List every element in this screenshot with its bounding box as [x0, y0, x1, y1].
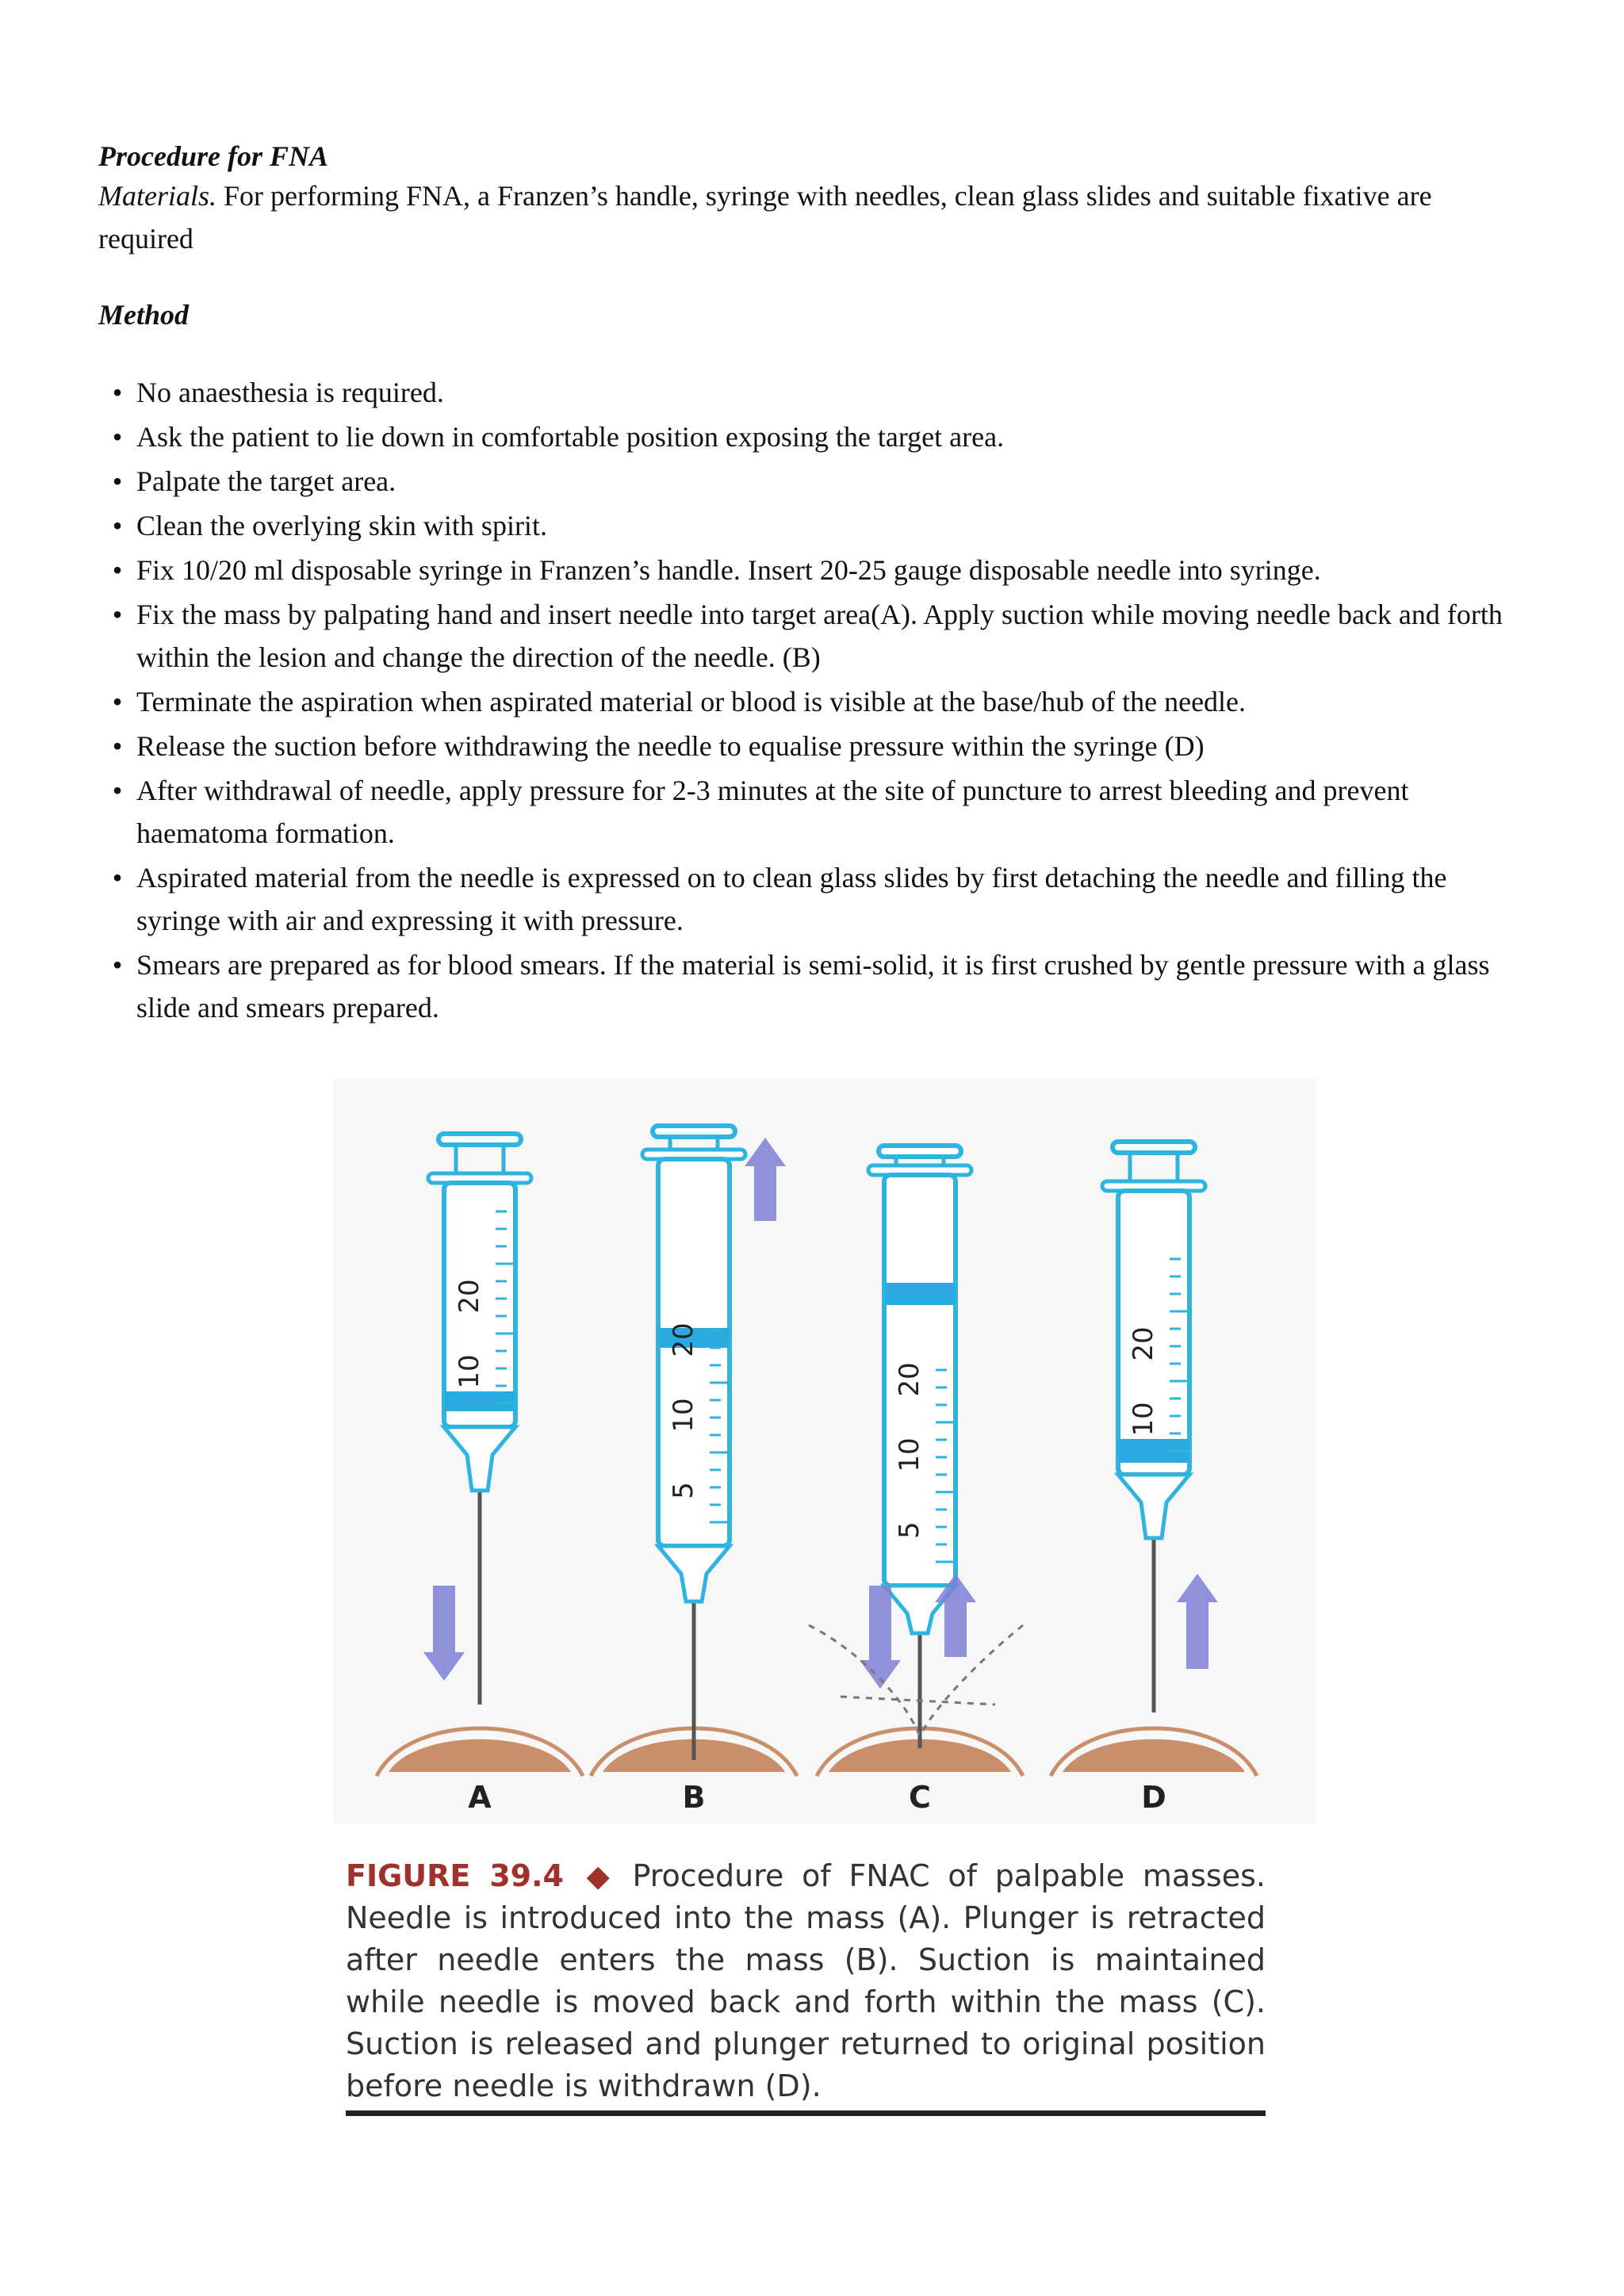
- bullet-text: After withdrawal of needle, apply pressure for 2-3 minutes at the site of puncture to arrest bleeding and prevent haematoma formation.: [136, 775, 1409, 849]
- bullet-marker: •: [112, 599, 123, 630]
- scale-label-C: 10: [894, 1437, 925, 1472]
- scale-label-B: 20: [668, 1322, 699, 1357]
- arrow-up-B: [745, 1138, 786, 1221]
- list-item: [98, 371, 1526, 414]
- list-item: [98, 943, 1526, 1029]
- needle-sweep-right-C: [920, 1625, 1023, 1736]
- bullet-marker: •: [112, 421, 123, 453]
- materials-label: Materials.: [98, 180, 216, 212]
- bullet-text: Ask the patient to lie down in comfortable position exposing the target area.: [136, 421, 1005, 453]
- materials-text: For performing FNA, a Franzen’s handle, syringe with needles, clean glass slides and suitable fixative are required: [98, 180, 1432, 254]
- bullet-text: Aspirated material from the needle is expressed on to clean glass slides by first detaching the needle and filling the syringe with air and expressing it with pressure.: [136, 862, 1447, 936]
- scale-label-C: 20: [894, 1362, 925, 1397]
- bullet-marker: •: [112, 775, 123, 806]
- list-item: [98, 415, 1526, 458]
- bullet-marker: •: [112, 465, 123, 497]
- fna-procedure-figure: [333, 1078, 1316, 1823]
- bullet-marker: •: [112, 862, 123, 894]
- syringe-tip-D: [1118, 1475, 1189, 1538]
- method-bullet-list: [98, 371, 1526, 1031]
- caption-divider: [346, 2110, 1266, 2116]
- figure-caption: [346, 1855, 1266, 2107]
- arrow-down-A: [423, 1586, 465, 1681]
- plunger-cap-A: [439, 1134, 521, 1145]
- bullet-text: Palpate the target area.: [136, 465, 396, 497]
- bullet-marker: •: [112, 554, 123, 586]
- syringe-tip-A: [444, 1427, 515, 1490]
- list-item: [98, 549, 1526, 591]
- scale-label-D: 20: [1128, 1326, 1159, 1361]
- list-item: [98, 680, 1526, 723]
- diamond-icon: ◆: [578, 1858, 619, 1893]
- method-heading: Method: [98, 299, 190, 331]
- bullet-marker: •: [112, 510, 123, 541]
- panel-label-C: C: [909, 1780, 931, 1815]
- bullet-text: Fix the mass by palpating hand and insert needle into target area(A). Apply suction while moving needle back and forth within the lesion and change the direction of the needle. (B): [136, 599, 1503, 673]
- scale-label-B: 5: [668, 1482, 699, 1499]
- bullet-marker: •: [112, 730, 123, 762]
- plunger-cap-B: [653, 1126, 735, 1137]
- caption-text: Procedure of FNAC of palpable masses. Needle is introduced into the mass (A). Plunger is retracted after needle enters the mass (B). Suction is maintained while needle is moved back and forth within the mass (C). Suction is released and plunger returned to original position before needle is withdrawn (D).: [346, 1858, 1266, 2103]
- list-item: [98, 593, 1526, 679]
- needle-sweep-left-C: [809, 1625, 920, 1736]
- scale-label-D: 10: [1128, 1402, 1159, 1437]
- plunger-cap-C: [879, 1146, 961, 1157]
- syringe-tip-B: [658, 1546, 730, 1601]
- list-item: [98, 769, 1526, 855]
- arrow-up-D: [1177, 1574, 1218, 1669]
- list-item: [98, 725, 1526, 767]
- bullet-text: Release the suction before withdrawing the needle to equalise pressure within the syringe (D): [136, 730, 1205, 762]
- plunger-seal-C: [885, 1283, 955, 1305]
- bullet-marker: •: [112, 686, 123, 718]
- bullet-text: Fix 10/20 ml disposable syringe in Franzen’s handle. Insert 20-25 gauge disposable needle into syringe.: [136, 554, 1321, 586]
- panel-label-D: D: [1141, 1780, 1166, 1815]
- scale-label-B: 10: [668, 1398, 699, 1433]
- skin-mound-A: [389, 1739, 571, 1772]
- scale-label-C: 5: [894, 1521, 925, 1539]
- procedure-heading: Procedure for FNA: [98, 140, 328, 172]
- panel-label-B: B: [682, 1780, 706, 1815]
- bullet-text: Terminate the aspiration when aspirated material or blood is visible at the base/hub of the needle.: [136, 686, 1247, 718]
- bullet-text: Clean the overlying skin with spirit.: [136, 510, 547, 541]
- plunger-cap-D: [1113, 1142, 1195, 1153]
- bullet-marker: •: [112, 949, 123, 981]
- panel-label-A: A: [468, 1780, 492, 1815]
- bullet-marker: •: [112, 377, 123, 408]
- scale-label-A: 10: [454, 1354, 485, 1389]
- materials-paragraph: [98, 174, 1526, 260]
- list-item: [98, 504, 1526, 547]
- bullet-text: Smears are prepared as for blood smears. If the material is semi-solid, it is first crushed by gentle pressure with a glass slide and smears prepared.: [136, 949, 1490, 1024]
- list-item: [98, 460, 1526, 503]
- caption-title: FIGURE 39.4: [346, 1858, 564, 1893]
- list-item: [98, 856, 1526, 942]
- plunger-seal-A: [445, 1391, 515, 1411]
- skin-mound-D: [1063, 1739, 1245, 1772]
- bullet-text: No anaesthesia is required.: [136, 377, 444, 408]
- syringe-diagram: [333, 1078, 1316, 1823]
- scale-label-A: 20: [454, 1279, 485, 1314]
